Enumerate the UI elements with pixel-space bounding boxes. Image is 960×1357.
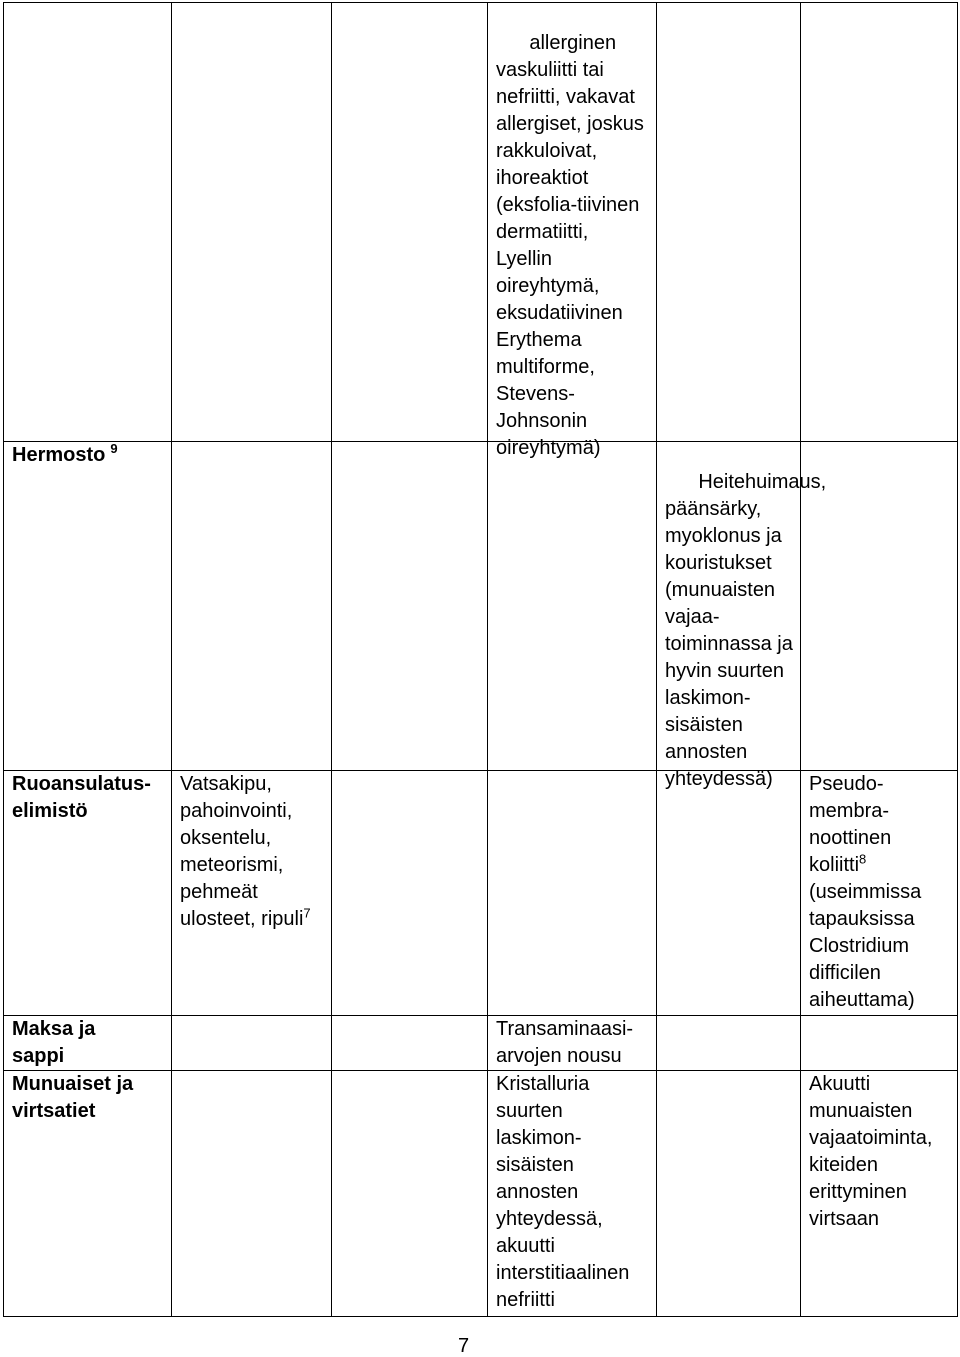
cell-text-continued: (useimmissa tapauksissa Clostridium difficilen aiheuttama) (809, 881, 922, 1011)
cell-r0-c2 (171, 2, 332, 442)
cell-r3-c3 (331, 1015, 488, 1071)
cell-text: allerginen vaskuliitti tai nefriitti, vakavat allergiset, joskus rakkuloivat, ihoreaktiot (eksfolia-tiivinen dermatiitti, Lyellin oireyhtymä, eksudatiivinen Erythema multiforme, Stevens- Johnsonin oireyhtymä) (496, 32, 644, 459)
cell-r1-c3 (331, 441, 488, 771)
cell-text: Heitehuimaus, päänsärky, myoklonus ja kouristukset (munuaisten vajaa- toiminnassa ja hyvin suurten laskimon- sisäisten annosten yhteydessä) (665, 471, 827, 790)
cell-r0-c5 (656, 2, 801, 442)
organ-system-label: Ruoansulatus- elimistö (12, 773, 151, 822)
cell-r4-c3 (331, 1070, 488, 1317)
footnote-ref: 8 (859, 851, 867, 867)
organ-system-label: Munuaiset ja virtsatiet (12, 1073, 134, 1122)
cell-r0-c4 (487, 2, 657, 459)
cell-r3-c2 (171, 1015, 332, 1071)
cell-r2-c6 (800, 770, 958, 1016)
cell-text: Transaminaasi- arvojen nousu (496, 1018, 634, 1067)
cell-r0-c3 (331, 2, 488, 442)
cell-r3-c6 (800, 1015, 958, 1071)
cell-r0-c6 (800, 2, 958, 442)
footnote-ref: 7 (303, 905, 311, 921)
cell-text: Pseudo- membra- noottinen koliitti (809, 773, 892, 876)
cell-r1-c5 (656, 441, 827, 790)
footnote-ref: 9 (110, 441, 118, 457)
cell-r2-c3 (331, 770, 488, 1016)
page-number: 7 (458, 1335, 470, 1357)
cell-r4-c1 (3, 1070, 172, 1317)
cell-r2-c2 (171, 770, 332, 1016)
cell-r3-c1 (3, 1015, 172, 1071)
organ-system-label: Maksa ja sappi (12, 1018, 96, 1067)
cell-r3-c4 (487, 1015, 657, 1071)
cell-r2-c5 (656, 770, 801, 1016)
cell-text: Vatsakipu, pahoinvointi, oksentelu, meteorismi, pehmeät ulosteet, ripuli (180, 773, 304, 930)
cell-r1-c1 (3, 441, 172, 771)
cell-r2-c1 (3, 770, 172, 1016)
cell-r1-c4 (487, 441, 657, 771)
cell-text: Akuutti munuaisten vajaatoiminta, kiteiden erittyminen virtsaan (809, 1073, 933, 1230)
cell-r4-c6 (800, 1070, 958, 1317)
cell-r4-c2 (171, 1070, 332, 1317)
cell-r2-c4 (487, 770, 657, 1016)
cell-r1-c2 (171, 441, 332, 771)
cell-r4-c4 (487, 1070, 657, 1317)
cell-r3-c5 (656, 1015, 801, 1071)
cell-r4-c5 (656, 1070, 801, 1317)
cell-r0-c1 (3, 2, 172, 442)
organ-system-label: Hermosto (12, 444, 106, 466)
cell-text: Kristalluria suurten laskimon- sisäisten annosten yhteydessä, akuutti interstitiaalinen nefriitti (496, 1073, 630, 1311)
cell-r1-c6 (800, 441, 958, 771)
